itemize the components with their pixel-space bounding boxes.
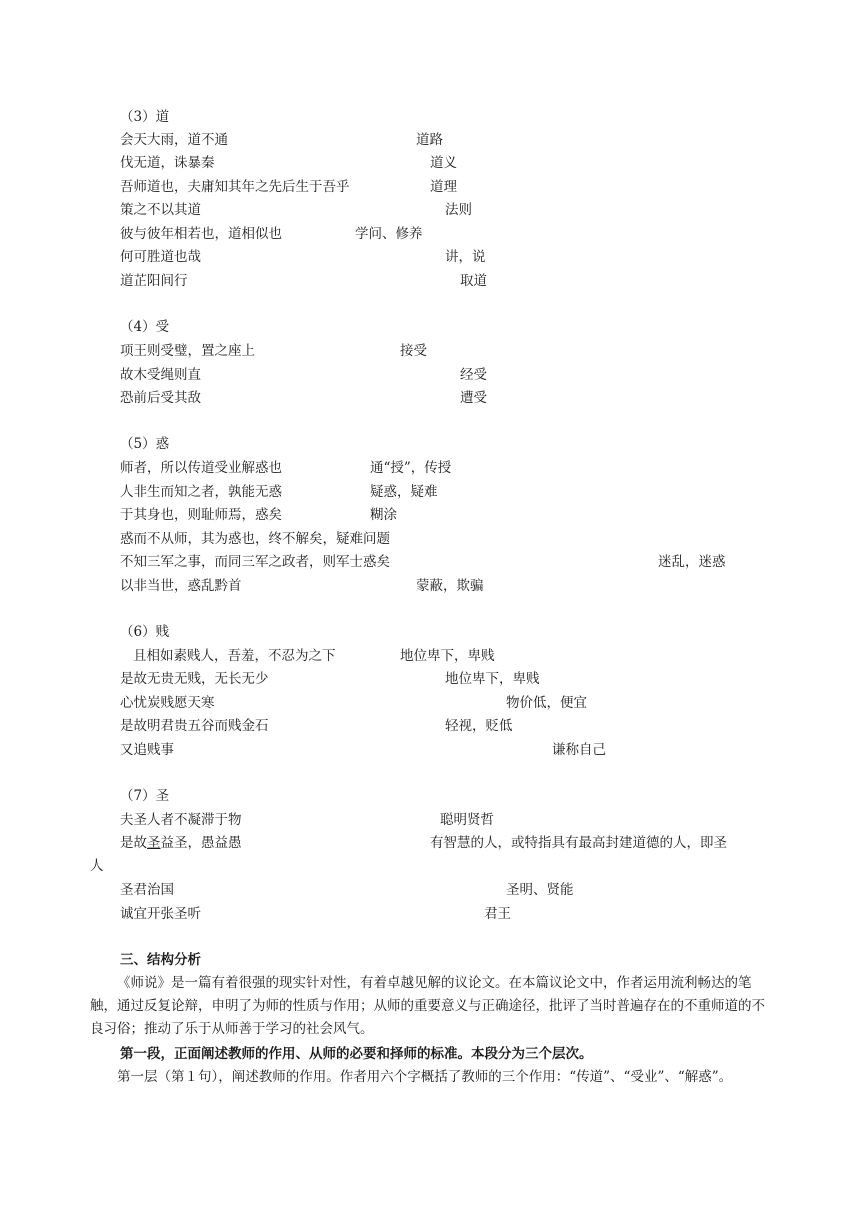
example-sentence: 圣君治国 — [120, 882, 174, 898]
example-sentence: 夫圣人者不凝滞于物 — [120, 812, 242, 828]
section-heading-huo: （5）惑 — [120, 436, 170, 452]
definition-continuation: 人 — [90, 858, 104, 874]
example-sentence: 项王则受璧，置之座上 — [120, 343, 255, 359]
definition: 通“授”，传授 — [370, 460, 452, 476]
example-sentence: 吾师道也，夫庸知其年之先后生于吾乎 — [120, 179, 350, 195]
definition: 疑惑，疑难 — [370, 484, 438, 500]
definition: 学问、修养 — [355, 226, 423, 242]
example-text: 益圣，愚益愚 — [160, 835, 242, 851]
definition: 地位卑下，卑贱 — [400, 648, 495, 664]
definition: 圣明、贤能 — [506, 882, 574, 898]
definition: 接受 — [400, 343, 427, 359]
example-sentence: 故木受绳则直 — [120, 367, 201, 383]
underlined-word: 圣 — [147, 835, 161, 851]
definition: 道义 — [430, 155, 457, 171]
example-sentence: 策之不以其道 — [120, 202, 201, 218]
definition: 物价低，便宜 — [506, 695, 587, 711]
example-sentence: 会天大雨，道不通 — [120, 132, 228, 148]
example-sentence: 彼与彼年相若也，道相似也 — [120, 226, 282, 242]
definition: 聪明贤哲 — [440, 812, 494, 828]
example-sentence: 是故无贵无贱，无长无少 — [120, 671, 269, 687]
definition: 迷乱，迷惑 — [658, 554, 726, 570]
analysis-paragraph-bold: 第一段，正面阐述教师的作用、从师的必要和择师的标准。本段分为三个层次。 — [120, 1046, 593, 1062]
definition: 道理 — [430, 179, 457, 195]
example-sentence — [120, 834, 242, 852]
definition: 糊涂 — [370, 507, 397, 523]
example-sentence: 心忧炭贱愿天寒 — [120, 695, 215, 711]
section-heading-dao: （3）道 — [120, 109, 170, 125]
definition: 谦称自己 — [552, 742, 606, 758]
definition: 地位卑下，卑贱 — [445, 671, 540, 687]
example-sentence: 于其身也，则耻师焉，惑矣 — [120, 507, 282, 523]
example-sentence: 恐前后受其敌 — [120, 390, 201, 406]
example-sentence: 诚宜开张圣听 — [120, 906, 201, 922]
definition: 有智慧的人，或特指具有最高封建道德的人，即圣 — [430, 835, 727, 851]
analysis-paragraph: 第一层（第１句），阐述教师的作用。作者用六个字概括了教师的三个作用：“传道”、“受业”、“解惑”。 — [117, 1069, 733, 1085]
section-heading-jian: （6）贱 — [120, 624, 170, 640]
example-sentence: 是故明君贵五谷而贱金石 — [120, 718, 269, 734]
example-sentence: 又追贱事 — [120, 742, 174, 758]
definition: 道路 — [416, 132, 443, 148]
definition: 讲，说 — [445, 249, 486, 265]
example-sentence: 惑而不从师，其为惑也，终不解矣，疑难问题 — [120, 531, 390, 547]
example-sentence: 且相如素贱人，吾羞，不忍为之下 — [133, 648, 336, 664]
example-sentence: 师者，所以传道受业解惑也 — [120, 460, 282, 476]
analysis-paragraph: 《师说》是一篇有着很强的现实针对性，有着卓越见解的议论文。在本篇议论文中，作者运用流利畅达的笔触，通过反复论辩，申明了为师的性质与作用；从师的重要意义与正确途径，批评了当时普遍存在的不重师道的不良习俗；推动了乐于从师善于学习的社会风气。 — [90, 975, 765, 1037]
section-heading-shou: （4）受 — [120, 319, 170, 335]
definition: 蒙蔽，欺骗 — [416, 578, 484, 594]
definition: 取道 — [460, 273, 487, 289]
definition: 经受 — [460, 367, 487, 383]
section-heading-sheng: （7）圣 — [120, 788, 170, 804]
definition: 轻视，贬低 — [445, 718, 513, 734]
example-text: 是故 — [120, 835, 147, 851]
definition: 君王 — [484, 906, 511, 922]
example-sentence: 伐无道，诛暴秦 — [120, 155, 215, 171]
example-sentence: 以非当世，惑乱黔首 — [120, 578, 242, 594]
example-sentence: 道芷阳间行 — [120, 273, 188, 289]
definition: 遭受 — [460, 390, 487, 406]
example-sentence: 人非生而知之者，孰能无惑 — [120, 484, 282, 500]
example-sentence: 何可胜道也哉 — [120, 249, 201, 265]
definition: 法则 — [445, 202, 472, 218]
analysis-heading: 三、结构分析 — [120, 952, 201, 968]
example-sentence: 不知三军之事，而同三军之政者，则军士惑矣 — [120, 554, 390, 570]
